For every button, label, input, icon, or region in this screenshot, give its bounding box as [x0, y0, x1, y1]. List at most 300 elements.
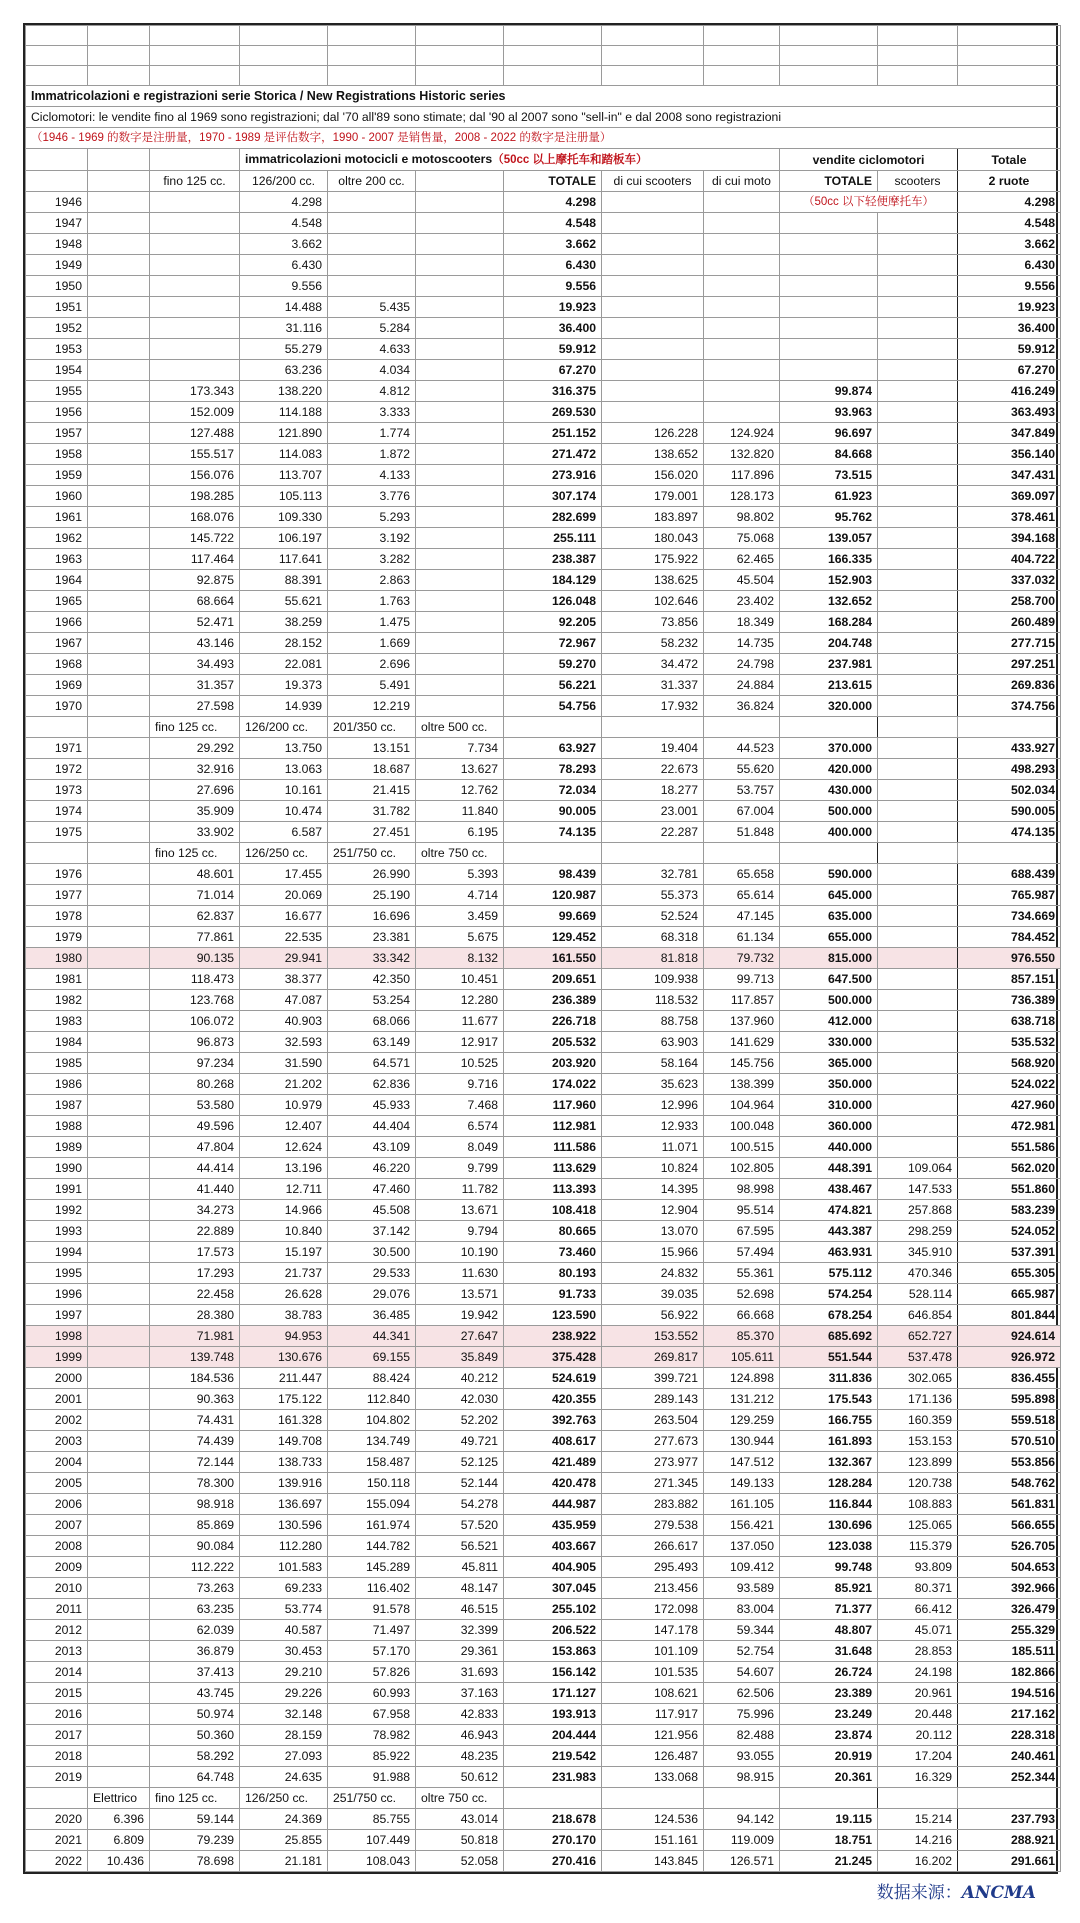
scooters-cell [602, 381, 704, 402]
ciclo-scooters-cell [878, 381, 958, 402]
cc-4-cell: 42.030 [416, 1389, 504, 1410]
cc-4-cell: 52.202 [416, 1410, 504, 1431]
moto-cell: 117.896 [704, 465, 780, 486]
fino-125-cell: 44.414 [150, 1158, 240, 1179]
scooters-cell: 271.345 [602, 1473, 704, 1494]
year-row-1985 [26, 1053, 1061, 1074]
scooters-cell: 22.287 [602, 822, 704, 843]
ciclo-totale-cell: 370.000 [780, 738, 878, 759]
scooters-cell: 15.966 [602, 1242, 704, 1263]
scooters-cell: 273.977 [602, 1452, 704, 1473]
year-row-1991 [26, 1179, 1061, 1200]
cc-4-cell [416, 276, 504, 297]
ciclo-totale-cell: 551.544 [780, 1347, 878, 1368]
ciclo-scooters-cell [878, 255, 958, 276]
year-row-1973 [26, 780, 1061, 801]
year-row-2012 [26, 1620, 1061, 1641]
subheader-empty [878, 843, 958, 864]
totale-2-ruote-cell: 590.005 [958, 801, 1061, 822]
moto-cell [704, 234, 780, 255]
moto-cell: 124.924 [704, 423, 780, 444]
cc-3-cell: 45.933 [328, 1095, 416, 1116]
totale-2-ruote-cell: 836.455 [958, 1368, 1061, 1389]
year-row-1969 [26, 675, 1061, 696]
scooters-cell [602, 255, 704, 276]
ciclo-totale-cell: 152.903 [780, 570, 878, 591]
totale-2-ruote-cell: 537.391 [958, 1242, 1061, 1263]
cc-3-cell: 91.578 [328, 1599, 416, 1620]
ciclo-totale-cell: 130.696 [780, 1515, 878, 1536]
moto-totale-cell: 3.662 [504, 234, 602, 255]
cc-2-cell: 12.711 [240, 1179, 328, 1200]
totale-2-ruote-cell: 347.849 [958, 423, 1061, 444]
cc-2-cell: 31.116 [240, 318, 328, 339]
ciclo-totale-cell: 647.500 [780, 969, 878, 990]
ciclo-scooters-cell: 115.379 [878, 1536, 958, 1557]
moto-cell [704, 318, 780, 339]
fino-125-cell: 85.869 [150, 1515, 240, 1536]
moto-cell: 117.857 [704, 990, 780, 1011]
elettrico-cell: 10.436 [88, 1851, 150, 1872]
year-cell: 1957 [26, 423, 88, 444]
cc-2-cell: 114.083 [240, 444, 328, 465]
cc-2-cell: 112.280 [240, 1536, 328, 1557]
cc-2-cell: 13.196 [240, 1158, 328, 1179]
cc-3-cell: 18.687 [328, 759, 416, 780]
elettrico-cell [88, 633, 150, 654]
cc-3-cell: 12.219 [328, 696, 416, 717]
ciclo-scooters-cell [878, 549, 958, 570]
fino-125-cell: 112.222 [150, 1557, 240, 1578]
cc-2-cell: 21.181 [240, 1851, 328, 1872]
moto-cell: 79.732 [704, 948, 780, 969]
moto-totale-cell: 120.987 [504, 885, 602, 906]
moto-cell: 83.004 [704, 1599, 780, 1620]
year-row-1979 [26, 927, 1061, 948]
totale-2-ruote-cell: 595.898 [958, 1389, 1061, 1410]
fino-125-cell: 64.748 [150, 1767, 240, 1788]
fino-125-cell [150, 192, 240, 213]
ciclo-scooters-cell: 147.533 [878, 1179, 958, 1200]
header-col-2: 126/200 cc. [240, 171, 328, 192]
ciclo-totale-cell: 500.000 [780, 801, 878, 822]
cc-4-cell: 5.675 [416, 927, 504, 948]
elettrico-cell [88, 990, 150, 1011]
ciclo-totale-cell: 128.284 [780, 1473, 878, 1494]
totale-2-ruote-cell: 258.700 [958, 591, 1061, 612]
cc-3-cell: 107.449 [328, 1830, 416, 1851]
subheader-col-3: 251/750 cc. [328, 843, 416, 864]
moto-totale-cell: 113.393 [504, 1179, 602, 1200]
ciclo-totale-cell: 815.000 [780, 948, 878, 969]
column-header-row [26, 171, 1061, 192]
cc-2-cell: 121.890 [240, 423, 328, 444]
ciclo-scooters-cell [878, 318, 958, 339]
moto-totale-cell: 63.927 [504, 738, 602, 759]
cc-4-cell: 29.361 [416, 1641, 504, 1662]
elettrico-cell [88, 1515, 150, 1536]
cc-3-cell: 44.341 [328, 1326, 416, 1347]
ciclo-totale-cell: 175.543 [780, 1389, 878, 1410]
ciclo-scooters-cell [878, 885, 958, 906]
year-cell: 2012 [26, 1620, 88, 1641]
scooters-cell: 283.882 [602, 1494, 704, 1515]
cc-4-cell: 7.468 [416, 1095, 504, 1116]
totale-2-ruote-cell: 252.344 [958, 1767, 1061, 1788]
cc-4-cell [416, 633, 504, 654]
year-cell: 1960 [26, 486, 88, 507]
header-col-7: di cui moto [704, 171, 780, 192]
scooters-cell: 117.917 [602, 1704, 704, 1725]
totale-2-ruote-cell: 548.762 [958, 1473, 1061, 1494]
cc-3-cell: 29.533 [328, 1263, 416, 1284]
moto-totale-cell: 375.428 [504, 1347, 602, 1368]
cc-2-cell: 94.953 [240, 1326, 328, 1347]
cc-3-cell: 88.424 [328, 1368, 416, 1389]
elettrico-cell [88, 927, 150, 948]
header-col-3: oltre 200 cc. [328, 171, 416, 192]
year-cell: 1999 [26, 1347, 88, 1368]
elettrico-cell [88, 255, 150, 276]
scooters-cell: 23.001 [602, 801, 704, 822]
cc-4-cell: 37.163 [416, 1683, 504, 1704]
cc-2-cell: 31.590 [240, 1053, 328, 1074]
year-row-2011 [26, 1599, 1061, 1620]
fino-125-cell [150, 297, 240, 318]
elettrico-cell [88, 591, 150, 612]
cc-2-cell: 175.122 [240, 1389, 328, 1410]
elettrico-cell [88, 276, 150, 297]
cc-2-cell: 10.161 [240, 780, 328, 801]
ciclo-totale-cell: 400.000 [780, 822, 878, 843]
moto-totale-cell: 171.127 [504, 1683, 602, 1704]
ciclo-scooters-cell [878, 1053, 958, 1074]
year-cell: 2014 [26, 1662, 88, 1683]
elettrico-cell [88, 1536, 150, 1557]
moto-cell: 131.212 [704, 1389, 780, 1410]
fino-125-cell: 68.664 [150, 591, 240, 612]
moto-cell: 65.614 [704, 885, 780, 906]
sheet-note-cn: （1946 - 1969 的数字是注册量，1970 - 1989 是评估数字，1990 - 2007 是销售量，2008 - 2022 的数字是注册量） [26, 128, 1061, 149]
cc-4-cell [416, 612, 504, 633]
moto-cell: 141.629 [704, 1032, 780, 1053]
ciclo-scooters-cell [878, 1116, 958, 1137]
moto-cell: 65.658 [704, 864, 780, 885]
elettrico-cell [88, 402, 150, 423]
year-row-1996 [26, 1284, 1061, 1305]
scooters-cell: 175.922 [602, 549, 704, 570]
moto-cell: 109.412 [704, 1557, 780, 1578]
group-header-row [26, 149, 1061, 171]
cc-4-cell: 11.677 [416, 1011, 504, 1032]
fino-125-cell: 43.745 [150, 1683, 240, 1704]
elettrico-cell [88, 1242, 150, 1263]
cc-3-cell: 29.076 [328, 1284, 416, 1305]
ciclo-scooters-cell: 257.868 [878, 1200, 958, 1221]
totale-2-ruote-cell: 356.140 [958, 444, 1061, 465]
ciclo-totale-cell: 168.284 [780, 612, 878, 633]
year-cell: 1989 [26, 1137, 88, 1158]
year-row-1998 [26, 1326, 1061, 1347]
year-row-2007 [26, 1515, 1061, 1536]
ciclo-totale-cell [780, 276, 878, 297]
moto-totale-cell: 206.522 [504, 1620, 602, 1641]
year-cell: 1963 [26, 549, 88, 570]
cc-4-cell: 19.942 [416, 1305, 504, 1326]
moto-totale-cell: 238.922 [504, 1326, 602, 1347]
scooters-cell: 266.617 [602, 1536, 704, 1557]
fino-125-cell: 37.413 [150, 1662, 240, 1683]
ciclo-scooters-cell [878, 1032, 958, 1053]
year-row-1980 [26, 948, 1061, 969]
moto-cell: 44.523 [704, 738, 780, 759]
ciclo-totale-cell [780, 213, 878, 234]
ciclo-scooters-cell: 120.738 [878, 1473, 958, 1494]
cc-3-cell: 53.254 [328, 990, 416, 1011]
year-row-2014 [26, 1662, 1061, 1683]
cc-3-cell [328, 192, 416, 213]
totale-2-ruote-cell: 561.831 [958, 1494, 1061, 1515]
elettrico-cell [88, 1137, 150, 1158]
cc-3-cell: 3.192 [328, 528, 416, 549]
fino-125-cell: 22.458 [150, 1284, 240, 1305]
cc-2-cell: 22.081 [240, 654, 328, 675]
elettrico-cell [88, 1725, 150, 1746]
year-row-1971 [26, 738, 1061, 759]
year-row-1961 [26, 507, 1061, 528]
year-row-2020 [26, 1809, 1061, 1830]
subheader-empty [780, 1788, 878, 1809]
moto-cell: 82.488 [704, 1725, 780, 1746]
subheader-year [26, 843, 88, 864]
totale-2-ruote-cell: 472.981 [958, 1116, 1061, 1137]
totale-2-ruote-cell: 378.461 [958, 507, 1061, 528]
elettrico-cell [88, 1494, 150, 1515]
moto-cell: 104.964 [704, 1095, 780, 1116]
year-cell: 1970 [26, 696, 88, 717]
cc-2-cell: 21.737 [240, 1263, 328, 1284]
moto-totale-cell: 80.193 [504, 1263, 602, 1284]
sheet-note: Ciclomotori: le vendite fino al 1969 sono registrazioni; dal '70 all'89 sono stimate; dal '90 al 2007 sono "sell-in" e dal 2008 sono registrazioni [26, 107, 1061, 128]
moto-totale-cell: 307.174 [504, 486, 602, 507]
ciclo-totale-cell: 161.893 [780, 1431, 878, 1452]
year-cell: 2001 [26, 1389, 88, 1410]
ciclo-totale-cell: 412.000 [780, 1011, 878, 1032]
moto-totale-cell: 112.981 [504, 1116, 602, 1137]
cc-4-cell: 50.818 [416, 1830, 504, 1851]
cc-2-cell: 26.628 [240, 1284, 328, 1305]
moto-totale-cell: 205.532 [504, 1032, 602, 1053]
totale-2-ruote-cell: 4.548 [958, 213, 1061, 234]
moto-totale-cell: 99.669 [504, 906, 602, 927]
cc-2-cell: 30.453 [240, 1641, 328, 1662]
year-row-1954 [26, 360, 1061, 381]
cc-2-cell: 12.624 [240, 1137, 328, 1158]
ciclo-totale-cell: 123.038 [780, 1536, 878, 1557]
moto-cell [704, 276, 780, 297]
scooters-cell [602, 276, 704, 297]
scooters-cell: 109.938 [602, 969, 704, 990]
year-row-1992 [26, 1200, 1061, 1221]
year-row-1972 [26, 759, 1061, 780]
subheader-row [26, 843, 1061, 864]
scooters-cell: 179.001 [602, 486, 704, 507]
scooters-cell: 22.673 [602, 759, 704, 780]
subheader-empty [878, 1788, 958, 1809]
cc-2-cell: 29.210 [240, 1662, 328, 1683]
cc-4-cell [416, 255, 504, 276]
moto-group-label: immatricolazioni motocicli e motoscooters [245, 152, 493, 166]
moto-cell [704, 339, 780, 360]
totale-2-ruote-cell: 688.439 [958, 864, 1061, 885]
fino-125-cell: 184.536 [150, 1368, 240, 1389]
totale-2-ruote-cell: 734.669 [958, 906, 1061, 927]
scooters-cell: 55.373 [602, 885, 704, 906]
totale-2-ruote-cell: 6.430 [958, 255, 1061, 276]
year-cell: 1946 [26, 192, 88, 213]
ciclo-totale-cell: 645.000 [780, 885, 878, 906]
scooters-cell: 263.504 [602, 1410, 704, 1431]
totale-2-ruote-cell: 427.960 [958, 1095, 1061, 1116]
year-cell: 1993 [26, 1221, 88, 1242]
moto-totale-cell: 236.389 [504, 990, 602, 1011]
ciclo-totale-cell: 23.389 [780, 1683, 878, 1704]
fino-125-cell: 80.268 [150, 1074, 240, 1095]
cc-3-cell: 30.500 [328, 1242, 416, 1263]
fino-125-cell: 63.235 [150, 1599, 240, 1620]
cc-2-cell: 113.707 [240, 465, 328, 486]
cc-2-cell: 14.488 [240, 297, 328, 318]
cc-4-cell: 50.612 [416, 1767, 504, 1788]
year-row-2017 [26, 1725, 1061, 1746]
cc-4-cell: 48.147 [416, 1578, 504, 1599]
moto-totale-cell: 4.298 [504, 192, 602, 213]
cc-4-cell: 49.721 [416, 1431, 504, 1452]
totale-2-ruote-cell: 976.550 [958, 948, 1061, 969]
cc-2-cell: 40.587 [240, 1620, 328, 1641]
moto-cell: 147.512 [704, 1452, 780, 1473]
moto-cell: 52.754 [704, 1641, 780, 1662]
moto-cell: 54.607 [704, 1662, 780, 1683]
ciclo-totale-cell: 678.254 [780, 1305, 878, 1326]
scooters-cell: 126.228 [602, 423, 704, 444]
scooters-cell: 12.904 [602, 1200, 704, 1221]
year-row-2015 [26, 1683, 1061, 1704]
cc-4-cell: 13.671 [416, 1200, 504, 1221]
year-cell: 1969 [26, 675, 88, 696]
fino-125-cell: 62.837 [150, 906, 240, 927]
year-cell: 1978 [26, 906, 88, 927]
scooters-cell [602, 213, 704, 234]
elettrico-cell [88, 885, 150, 906]
totale-2-ruote-cell: 502.034 [958, 780, 1061, 801]
subheader-col-1: fino 125 cc. [150, 843, 240, 864]
moto-totale-cell: 9.556 [504, 276, 602, 297]
header-col-4 [416, 171, 504, 192]
totale-2-ruote-cell: 363.493 [958, 402, 1061, 423]
year-row-1962 [26, 528, 1061, 549]
cc-3-cell: 5.435 [328, 297, 416, 318]
year-row-1982 [26, 990, 1061, 1011]
ciclo-totale-cell [780, 234, 878, 255]
fino-125-cell: 53.580 [150, 1095, 240, 1116]
year-row-2021 [26, 1830, 1061, 1851]
moto-totale-cell: 403.667 [504, 1536, 602, 1557]
moto-cell: 24.798 [704, 654, 780, 675]
year-row-2022 [26, 1851, 1061, 1872]
cc-3-cell [328, 213, 416, 234]
ciclo-scooters-cell [878, 654, 958, 675]
ciclo-scooters-cell: 345.910 [878, 1242, 958, 1263]
moto-totale-cell: 98.439 [504, 864, 602, 885]
elettrico-cell [88, 1326, 150, 1347]
cc-2-cell: 40.903 [240, 1011, 328, 1032]
cc-2-cell: 28.159 [240, 1725, 328, 1746]
scooters-cell: 183.897 [602, 507, 704, 528]
elettrico-cell [88, 297, 150, 318]
ciclo-scooters-cell [878, 738, 958, 759]
year-cell: 1977 [26, 885, 88, 906]
cc-3-cell: 108.043 [328, 1851, 416, 1872]
moto-cell: 93.055 [704, 1746, 780, 1767]
fino-125-cell [150, 255, 240, 276]
moto-cell: 24.884 [704, 675, 780, 696]
ciclo-totale-cell: 139.057 [780, 528, 878, 549]
cc-3-cell: 155.094 [328, 1494, 416, 1515]
year-cell: 1961 [26, 507, 88, 528]
elettrico-cell [88, 318, 150, 339]
elettrico-cell [88, 507, 150, 528]
cc-2-cell: 117.641 [240, 549, 328, 570]
ciclo-totale-cell: 443.387 [780, 1221, 878, 1242]
blank-row [26, 66, 1061, 86]
moto-cell: 57.494 [704, 1242, 780, 1263]
subheader-empty [504, 717, 602, 738]
fino-125-cell: 71.981 [150, 1326, 240, 1347]
cc-3-cell: 68.066 [328, 1011, 416, 1032]
moto-cell [704, 255, 780, 276]
year-cell: 2007 [26, 1515, 88, 1536]
totale-2-ruote-cell: 277.715 [958, 633, 1061, 654]
cc-3-cell: 1.872 [328, 444, 416, 465]
cc-2-cell: 55.279 [240, 339, 328, 360]
cc-3-cell: 85.922 [328, 1746, 416, 1767]
moto-totale-cell: 307.045 [504, 1578, 602, 1599]
elettrico-cell [88, 465, 150, 486]
moto-cell: 45.504 [704, 570, 780, 591]
ciclo-totale-cell: 360.000 [780, 1116, 878, 1137]
totale-2-ruote-cell: 269.836 [958, 675, 1061, 696]
cc-3-cell: 69.155 [328, 1347, 416, 1368]
scooters-cell: 56.922 [602, 1305, 704, 1326]
scooters-cell: 19.404 [602, 738, 704, 759]
moto-cell: 51.848 [704, 822, 780, 843]
fino-125-cell: 156.076 [150, 465, 240, 486]
cc-4-cell [416, 339, 504, 360]
totale-2-ruote-cell: 4.298 [958, 192, 1061, 213]
ciclo-totale-cell: 85.921 [780, 1578, 878, 1599]
cc-4-cell: 11.630 [416, 1263, 504, 1284]
cc-4-cell [416, 192, 504, 213]
cc-4-cell: 7.734 [416, 738, 504, 759]
cc-4-cell: 8.049 [416, 1137, 504, 1158]
cc-3-cell: 60.993 [328, 1683, 416, 1704]
ciclo-scooters-cell: 14.216 [878, 1830, 958, 1851]
totale-2-ruote-cell: 19.923 [958, 297, 1061, 318]
totale-2-ruote-cell: 474.135 [958, 822, 1061, 843]
cc-2-cell: 32.593 [240, 1032, 328, 1053]
cc-4-cell: 27.647 [416, 1326, 504, 1347]
